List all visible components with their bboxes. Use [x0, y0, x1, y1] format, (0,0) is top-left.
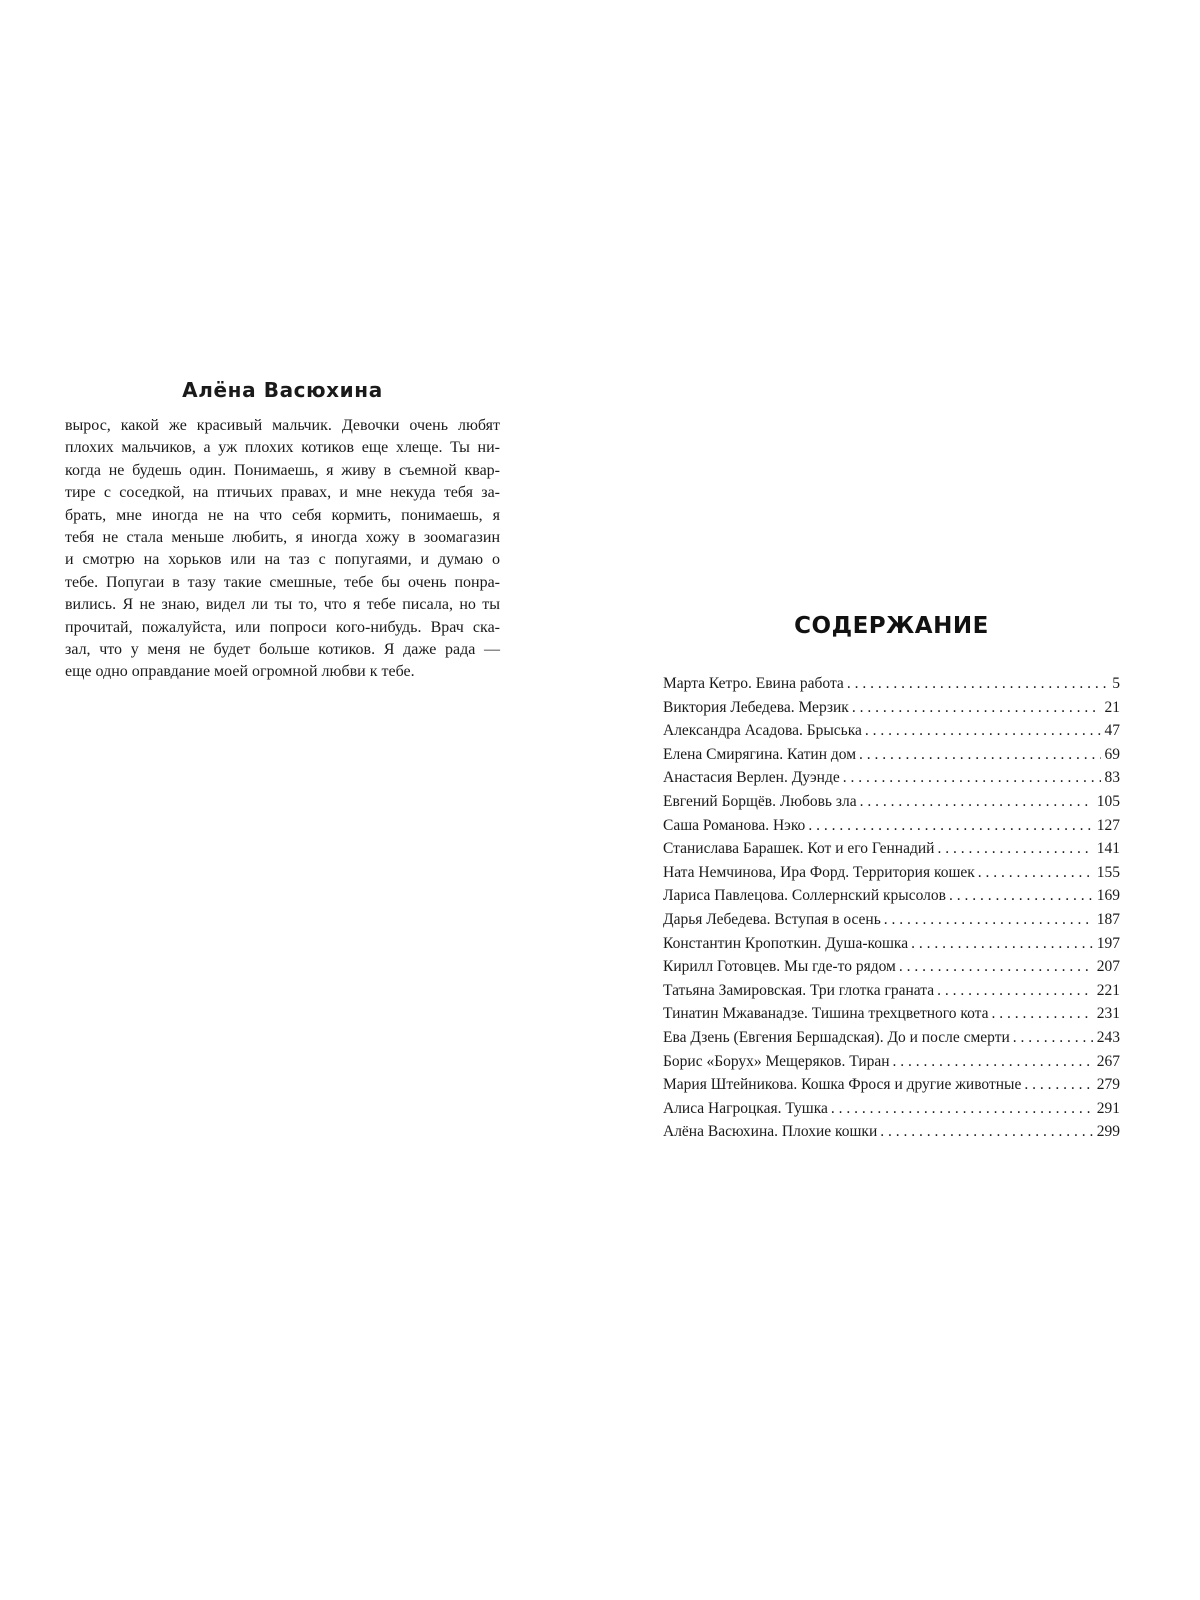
- dot-leader: [949, 884, 1093, 908]
- toc-entry: Тинатин Мжаванадзе. Тишина трехцветного кота: [663, 1005, 989, 1023]
- toc-page-number: 187: [1096, 910, 1120, 928]
- toc-page-number: 207: [1096, 958, 1120, 976]
- dot-leader: [860, 790, 1093, 814]
- running-head: Алёна Васюхина: [182, 378, 383, 402]
- toc-item[interactable]: [663, 1120, 1120, 1144]
- toc-page-number: 197: [1096, 934, 1120, 952]
- body-line: плохих мальчиков, а уж плохих котиков еще хлеще. Ты ни-: [65, 439, 500, 457]
- toc-page-number: 155: [1096, 863, 1120, 881]
- body-text: [65, 415, 500, 684]
- toc-item[interactable]: [663, 932, 1120, 956]
- toc-page-number: 279: [1096, 1076, 1120, 1094]
- dot-leader: [884, 908, 1093, 932]
- toc-item[interactable]: [663, 672, 1120, 696]
- toc-item[interactable]: [663, 908, 1120, 932]
- body-line: брать, мне иногда не на что себя кормить, понимаешь, я: [65, 506, 500, 524]
- toc-item[interactable]: [663, 814, 1120, 838]
- body-line: тебя не стала меньше любить, я иногда хожу в зоомагазин: [65, 528, 500, 546]
- toc-page-number: 299: [1096, 1123, 1120, 1141]
- dot-leader: [978, 861, 1093, 885]
- toc-page-number: 105: [1096, 792, 1120, 810]
- toc-item[interactable]: [663, 719, 1120, 743]
- toc-item[interactable]: [663, 743, 1120, 767]
- toc-page-number: 231: [1096, 1005, 1120, 1023]
- dot-leader: [831, 1097, 1093, 1121]
- body-line: тире с соседкой, на птичьих правах, и мне некуда тебя за-: [65, 484, 500, 502]
- table-of-contents: [663, 672, 1120, 1144]
- toc-page-number: 221: [1096, 981, 1120, 999]
- toc-entry: Алёна Васюхина. Плохие кошки: [663, 1123, 878, 1141]
- toc-entry: Марта Кетро. Евина работа: [663, 675, 844, 692]
- toc-entry: Кирилл Готовцев. Мы где-то рядом: [663, 958, 896, 976]
- toc-page-number: 291: [1096, 1099, 1120, 1117]
- toc-page-number: 83: [1104, 769, 1120, 787]
- toc-page-number: 267: [1096, 1052, 1120, 1070]
- toc-page-number: 243: [1096, 1028, 1120, 1046]
- toc-item[interactable]: [663, 790, 1120, 814]
- toc-item[interactable]: [663, 837, 1120, 861]
- toc-entry: Лариса Павлецова. Соллернский крысолов: [663, 887, 946, 905]
- dot-leader: [1013, 1026, 1093, 1050]
- dot-leader: [859, 743, 1100, 767]
- dot-leader: [893, 1050, 1093, 1074]
- toc-entry: Дарья Лебедева. Вступая в осень: [663, 910, 881, 928]
- dot-leader: [808, 814, 1092, 838]
- dot-leader: [937, 979, 1093, 1003]
- body-line: когда не будешь один. Понимаешь, я живу в съемной квар-: [65, 461, 500, 479]
- dot-leader: [899, 955, 1093, 979]
- body-line: и смотрю на хорьков или на таз с попугаями, и думаю о: [65, 551, 500, 569]
- toc-entry: Евгений Борщёв. Любовь зла: [663, 792, 857, 810]
- toc-entry: Ева Дзень (Евгения Бершадская). До и после смерти: [663, 1028, 1010, 1046]
- toc-page-number: 169: [1096, 887, 1120, 905]
- toc-entry: Татьяна Замировская. Три глотка граната: [663, 981, 935, 999]
- toc-entry: Елена Смирягина. Катин дом: [663, 745, 857, 763]
- toc-item[interactable]: [663, 1050, 1120, 1074]
- body-line: вырос, какой же красивый мальчик. Девочки очень любят: [65, 417, 500, 434]
- toc-entry: Мария Штейникова. Кошка Фрося и другие животные: [663, 1076, 1022, 1094]
- toc-item[interactable]: [663, 884, 1120, 908]
- toc-entry: Виктория Лебедева. Мерзик: [663, 698, 849, 716]
- toc-entry: Александра Асадова. Брыська: [663, 722, 862, 740]
- toc-page-number: 21: [1104, 698, 1120, 716]
- toc-item[interactable]: [663, 1002, 1120, 1026]
- toc-entry: Ната Немчинова, Ира Форд. Территория кошек: [663, 863, 975, 881]
- dot-leader: [992, 1002, 1093, 1026]
- dot-leader: [843, 766, 1101, 790]
- body-line: зал, что у меня не будет больше котиков. Я даже рада —: [65, 640, 500, 658]
- body-line: вились. Я не знаю, видел ли ты то, что я тебе писала, но ты: [65, 596, 500, 614]
- toc-item[interactable]: [663, 1073, 1120, 1097]
- toc-item[interactable]: [663, 1026, 1120, 1050]
- toc-item[interactable]: [663, 861, 1120, 885]
- toc-item[interactable]: [663, 696, 1120, 720]
- toc-page-number: 5: [1112, 675, 1120, 692]
- body-line: прочитай, пожалуйста, или попроси кого-нибудь. Врач ска-: [65, 618, 500, 636]
- dot-leader: [911, 932, 1093, 956]
- toc-page-number: 47: [1104, 722, 1120, 740]
- body-line: тебе. Попугаи в тазу такие смешные, тебе бы очень понра-: [65, 573, 500, 591]
- toc-entry: Алиса Нагроцкая. Тушка: [663, 1099, 828, 1117]
- dot-leader: [1024, 1073, 1092, 1097]
- toc-entry: Саша Романова. Нэко: [663, 816, 806, 834]
- toc-entry: Борис «Борух» Мещеряков. Тиран: [663, 1052, 890, 1070]
- dot-leader: [937, 837, 1092, 861]
- toc-entry: Станислава Барашек. Кот и его Геннадий: [663, 840, 935, 858]
- body-line: еще одно оправдание моей огромной любви к тебе.: [65, 663, 415, 681]
- dot-leader: [852, 696, 1101, 720]
- toc-page-number: 141: [1096, 840, 1120, 858]
- toc-page-number: 127: [1096, 816, 1120, 834]
- dot-leader: [847, 672, 1108, 696]
- toc-item[interactable]: [663, 1097, 1120, 1121]
- toc-entry: Анастасия Верлен. Дуэнде: [663, 769, 840, 787]
- right-page: [600, 0, 1200, 1600]
- dot-leader: [865, 719, 1101, 743]
- toc-item[interactable]: [663, 979, 1120, 1003]
- toc-item[interactable]: [663, 955, 1120, 979]
- dot-leader: [880, 1120, 1093, 1144]
- toc-entry: Константин Кропоткин. Душа-кошка: [663, 934, 909, 952]
- toc-title: СОДЕРЖАНИЕ: [794, 613, 989, 639]
- toc-page-number: 69: [1104, 745, 1120, 763]
- toc-item[interactable]: [663, 766, 1120, 790]
